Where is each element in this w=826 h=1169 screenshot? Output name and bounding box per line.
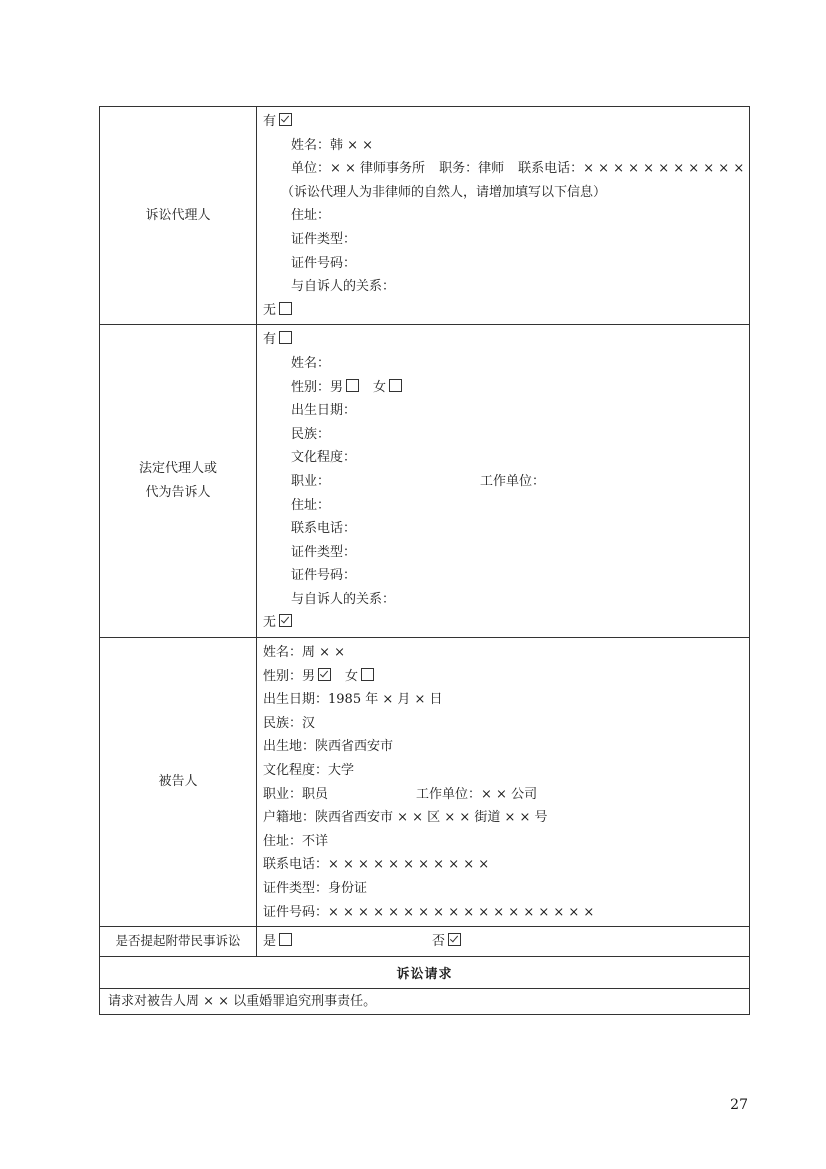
legal-id-no: 证件号码： — [291, 568, 357, 584]
agent-id-type: 证件类型： — [291, 231, 357, 247]
agent-label: 诉讼代理人 — [100, 107, 257, 325]
civil-suit-label: 是否提起附带民事诉讼 — [100, 927, 257, 957]
defendant-id-no: 证件号码：× × × × × × × × × × × × × × × × × × — [263, 904, 595, 920]
legal-phone: 联系电话： — [291, 521, 357, 537]
defendant-id-type: 证件类型：身份证 — [263, 881, 368, 896]
civil-suit-row — [100, 927, 750, 957]
agent-has-label: 有 — [263, 114, 277, 129]
claims-text: 请求对被告人周 × × 以重婚罪追究刑事责任。 — [100, 988, 750, 1014]
defendant-female-label: 女 — [345, 668, 359, 684]
defendant-ethnic: 民族：汉 — [263, 715, 316, 731]
agent-none-label: 无 — [263, 302, 277, 318]
civil-no-checkbox[interactable] — [448, 933, 461, 946]
legal-none-checkbox[interactable] — [279, 614, 292, 627]
defendant-male-checkbox[interactable] — [318, 668, 331, 681]
complaint-form-table — [99, 106, 750, 1015]
legal-has-checkbox[interactable] — [279, 331, 292, 344]
civil-yes-checkbox[interactable] — [279, 933, 292, 946]
defendant-birthplace: 出生地：陕西省西安市 — [263, 739, 394, 755]
agent-note: （诉讼代理人为非律师的自然人，请增加填写以下信息） — [281, 184, 607, 200]
agent-position: 职务：律师 — [439, 161, 505, 177]
legal-rep-content — [257, 325, 750, 638]
defendant-label: 被告人 — [100, 638, 257, 927]
claims-title-row — [100, 956, 750, 988]
agent-address: 住址： — [291, 208, 331, 224]
agent-content — [257, 107, 750, 325]
legal-rep-label-line1: 法定代理人或 — [138, 461, 217, 477]
page-number: 27 — [730, 1097, 748, 1113]
legal-male-checkbox[interactable] — [346, 379, 359, 392]
defendant-household: 户籍地：陕西省西安市 × × 区 × × 街道 × × 号 — [263, 810, 548, 826]
legal-rep-label-line2: 代为告诉人 — [145, 485, 211, 501]
agent-none-checkbox[interactable] — [279, 302, 292, 315]
defendant-row — [100, 638, 750, 927]
agent-row — [100, 107, 750, 325]
legal-workplace: 工作单位： — [480, 473, 546, 489]
defendant-content — [257, 638, 750, 927]
defendant-workplace: 工作单位：× × 公司 — [416, 786, 538, 802]
legal-gender-label: 性别：男 — [291, 379, 344, 395]
defendant-job: 职业：职员 — [263, 786, 329, 802]
legal-ethnic: 民族： — [291, 426, 331, 442]
agent-relation: 与自诉人的关系： — [291, 279, 396, 295]
defendant-address: 住址：不详 — [263, 833, 329, 849]
civil-no-label: 否 — [432, 934, 446, 950]
agent-has-checkbox[interactable] — [279, 113, 292, 126]
claims-text-row — [100, 988, 750, 1014]
civil-yes-label: 是 — [263, 934, 277, 950]
defendant-education: 文化程度：大学 — [263, 763, 355, 779]
defendant-female-checkbox[interactable] — [361, 668, 374, 681]
legal-none-label: 无 — [263, 615, 277, 631]
defendant-phone: 联系电话：× × × × × × × × × × × — [263, 857, 490, 873]
agent-unit: 单位：× × 律师事务所 — [291, 161, 426, 177]
defendant-name: 姓名：周 × × — [263, 645, 346, 661]
legal-education: 文化程度： — [291, 450, 357, 466]
agent-phone: 联系电话：× × × × × × × × × × × — [518, 161, 745, 177]
civil-suit-content — [257, 927, 750, 957]
legal-rep-row — [100, 325, 750, 638]
legal-has-label: 有 — [263, 332, 277, 348]
legal-id-type: 证件类型： — [291, 544, 357, 560]
agent-name: 姓名：韩 × × — [291, 137, 374, 153]
agent-id-no: 证件号码： — [291, 255, 357, 271]
legal-relation: 与自诉人的关系： — [291, 591, 396, 607]
legal-female-checkbox[interactable] — [389, 379, 402, 392]
claims-title: 诉讼请求 — [100, 956, 750, 988]
legal-rep-label — [100, 325, 257, 638]
legal-job: 职业： — [291, 473, 331, 489]
legal-name: 姓名： — [291, 355, 331, 371]
legal-female-label: 女 — [373, 379, 387, 395]
defendant-gender-label: 性别：男 — [263, 668, 316, 684]
legal-birth: 出生日期： — [291, 403, 357, 419]
defendant-birth: 出生日期：1985 年 × 月 × 日 — [263, 692, 443, 708]
legal-address: 住址： — [291, 497, 331, 513]
